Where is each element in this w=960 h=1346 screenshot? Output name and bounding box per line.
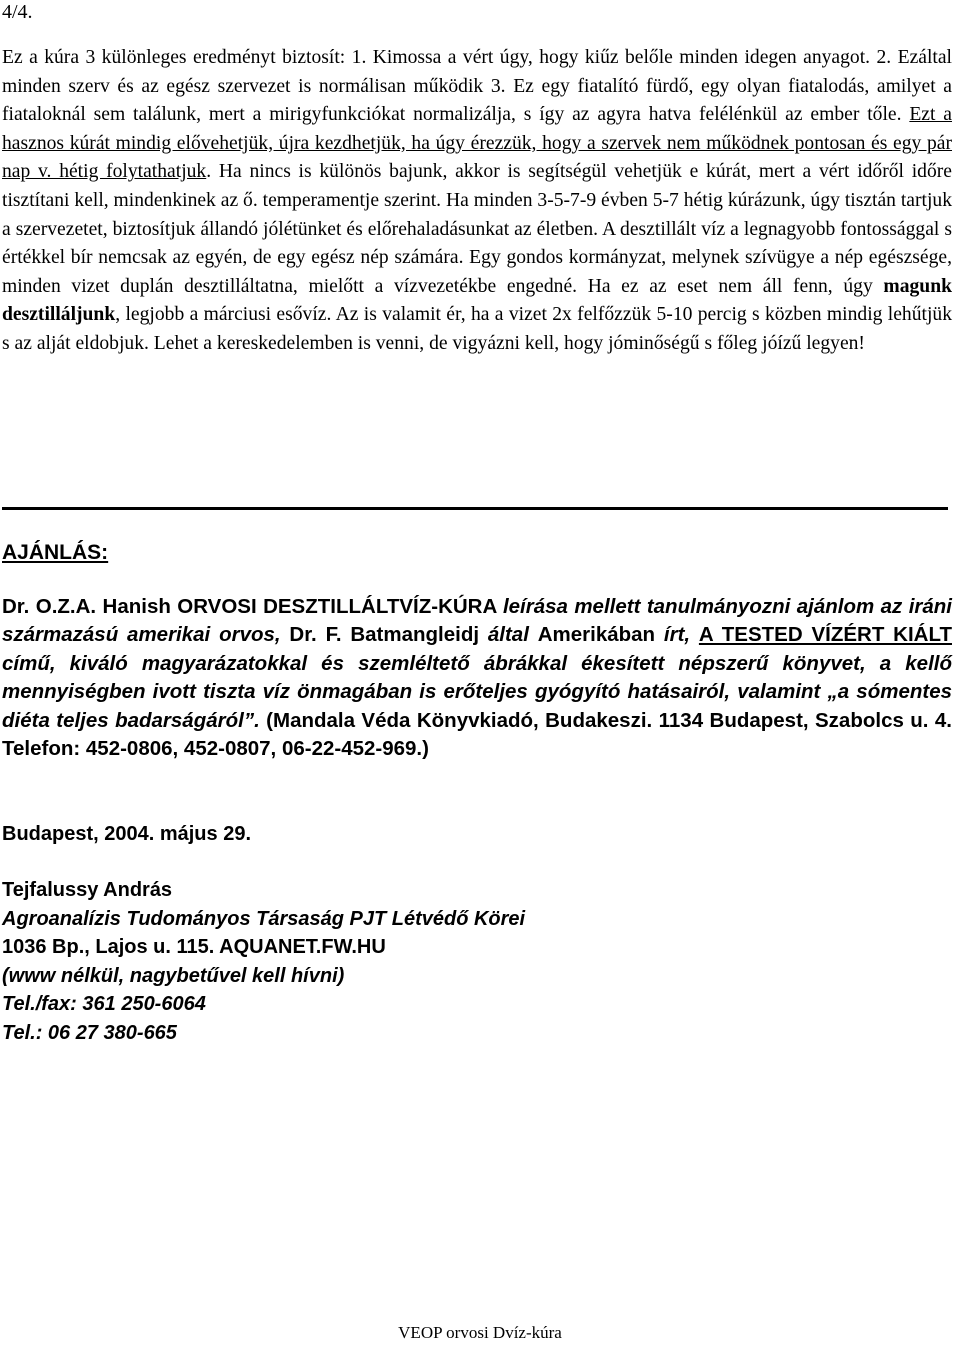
body-text-1: Ez a kúra 3 különleges eredményt biztosít: 1. Kimossa a vért úgy, hogy kiűz belőle minden idegen anyagot. 2. Ezáltal minden szerv és az egész szervezet is normálisan működik 3. Ez egy fiatalító fürdő, egy olyan fiatalodás, amilyet a fiataloknál sem találunk, mert a mirigyfunkciókat normalizálja, s így az agyra hatva felélénkül az ember tőle. [2, 47, 952, 126]
book-title: A TESTED VÍZÉRT KIÁLT [698, 623, 952, 647]
body-paragraph [2, 44, 952, 359]
signature-name: Tejfalussy András [2, 879, 173, 901]
body-text-underlined: Ezt a hasznos kúrát mindig elővehetjük, újra kezdhetjük, ha úgy érezzük, hogy a szervek nem működnek pontosan és egy pár nap v. hétig folytathatjuk [2, 104, 952, 183]
rec-text-3: Dr. F. Batmangleidj [289, 623, 488, 647]
rec-text-7: című, kiváló magyarázatokkal és szemléltető ábrákkal ékesített népszerű könyvet, a kellő mennyiségben ivott tiszta víz önmagában is erőteljes gyógyító hatásairól, valamint „a sómentes diéta teljes badarságáról”. [2, 651, 952, 732]
signature-address: 1036 Bp., Lajos u. 115. AQUANET.FW.HU [2, 936, 386, 958]
body-text-2: . Ha nincs is különös bajunk, akkor is segítségül vehetjük e kúrát, mert a vért időről időre tisztítani kell, mindenkinek az ő. temperamentje szerint. Ha minden 3-5-7-9 évben 5-7 hétig kúrázunk, úgy tisztán tartjuk a szervezetet, biztosítjuk állandó jólétünket és előrehaladásunkat az életben. A desztillált víz a legnagyobb fontossággal s értékkel bír nemcsak az egyén, de egy egész nép számára. Egy gondos kormányzat, melynek szívügye a nép egészsége, minden vizet duplán desztilláltatna, mielőtt a vízvezetékbe engedné. Ha ez az eset nem áll fenn, úgy [2, 161, 953, 297]
recommendation-paragraph [2, 593, 952, 763]
signature-telfax: Tel./fax: 361 250-6064 [2, 993, 206, 1015]
signature-note: (www nélkül, nagybetűvel kell hívni) [2, 964, 345, 987]
rec-text-6: írt, [663, 623, 699, 647]
rec-text-5: Amerikában [537, 623, 664, 647]
page-footer: VEOP orvosi Dvíz-kúra [398, 1323, 562, 1342]
date-line: Budapest, 2004. május 29. [2, 823, 252, 845]
signature-tel: Tel.: 06 27 380-665 [2, 1021, 177, 1044]
signature-org: Agroanalízis Tudományos Társaság PJT Létvédő Körei [2, 907, 526, 930]
rec-text-8: (Mandala Véda Könyvkiadó, Budakeszi. 1134 Budapest, Szabolcs u. 4. Telefon: 452-0806, 452-0807, 06-22-452-969.) [2, 708, 952, 761]
page-number: 4/4. [2, 1, 33, 23]
signature-block [2, 876, 525, 1047]
body-text-bold: magunk desztilláljunk [2, 275, 952, 326]
rec-text-4: által [487, 623, 538, 647]
body-text-3: , legjobb a márciusi esővíz. Az is valamit ér, ha a vizet 2x felfőzzük 5-10 percig s közben mindig lehűtjük s az alját eldobjuk. Lehet a kereskedelemben is venni, de vigyázni kell, hogy jóminőségű s főleg jóízű legyen! [2, 304, 952, 354]
rec-text-2: leírása mellett tanulmányozni ajánlom az iráni származású amerikai orvos, [2, 595, 952, 647]
horizontal-rule [2, 507, 948, 510]
rec-text-1: Dr. O.Z.A. Hanish ORVOSI DESZTILLÁLTVÍZ-KÚRA [2, 595, 503, 618]
recommendation-title: AJÁNLÁS: [2, 541, 109, 564]
